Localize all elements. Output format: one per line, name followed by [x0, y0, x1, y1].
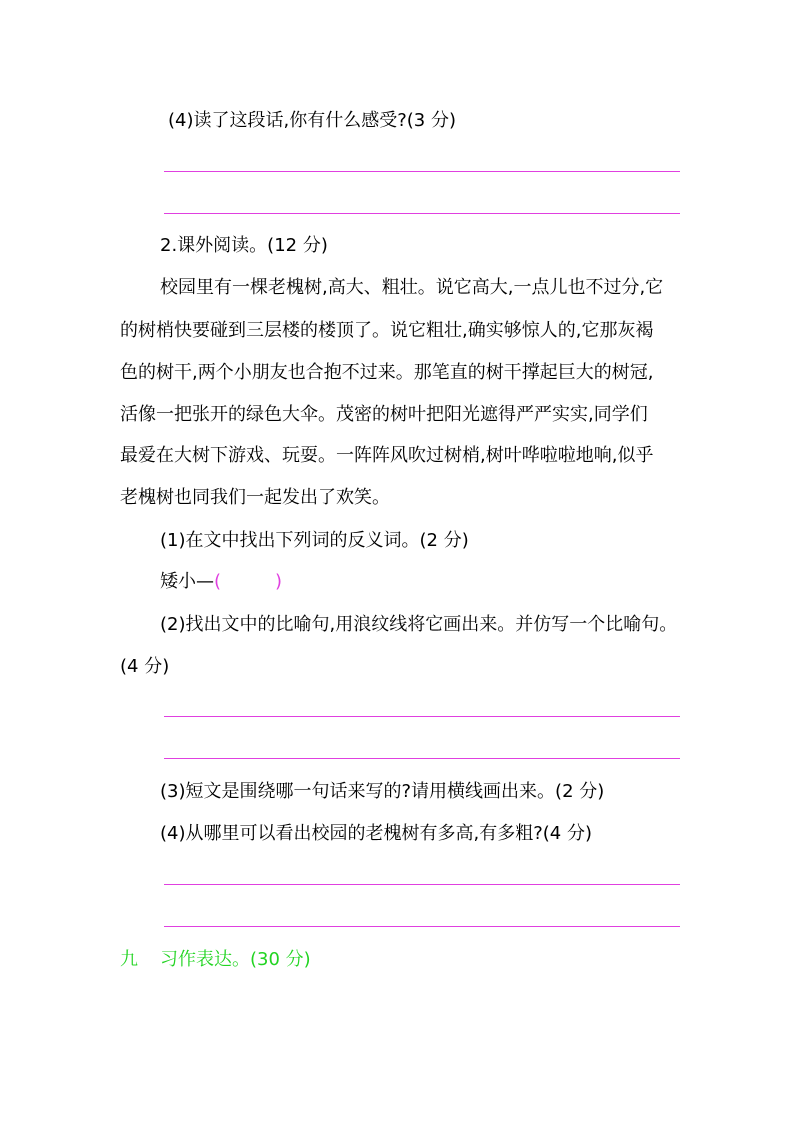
answer-line[interactable]	[164, 213, 680, 214]
answer-blank-open[interactable]: (	[214, 571, 222, 592]
question-4-tree-size: (4)从哪里可以看出校园的老槐树有多高,有多粗?(4 分)	[160, 823, 592, 844]
antonym-fill-item	[160, 569, 282, 595]
passage-line: 活像一把张开的绿色大伞。茂密的树叶把阳光遮得严严实实,同学们	[120, 404, 648, 425]
section-9-number: 九	[120, 949, 138, 970]
question-3-topic-sentence: (3)短文是围绕哪一句话来写的?请用横线画出来。(2 分)	[160, 781, 605, 802]
passage-line: 老槐树也同我们一起发出了欢笑。	[120, 487, 390, 508]
passage-line: 最爱在大树下游戏、玩耍。一阵阵风吹过树梢,树叶哗啦啦地响,似乎	[120, 445, 654, 466]
question-4-reading-response: (4)读了这段话,你有什么感受?(3 分)	[168, 110, 456, 131]
section-9-heading	[120, 947, 311, 973]
question-2-metaphor: (2)找出文中的比喻句,用浪纹线将它画出来。并仿写一个比喻句。	[160, 614, 678, 635]
answer-blank-close[interactable]: )	[275, 571, 283, 592]
section-2-title: 2.课外阅读。(12 分)	[160, 235, 328, 256]
answer-line[interactable]	[164, 171, 680, 172]
question-1-antonym: (1)在文中找出下列词的反义词。(2 分)	[160, 530, 469, 551]
question-2-points: (4 分)	[120, 656, 170, 677]
answer-line[interactable]	[164, 926, 680, 927]
passage-line: 的树梢快要碰到三层楼的楼顶了。说它粗壮,确实够惊人的,它那灰褐	[120, 320, 654, 341]
section-9-title: 习作表达。(30 分)	[160, 949, 311, 970]
passage-line: 色的树干,两个小朋友也合抱不过来。那笔直的树干撑起巨大的树冠,	[120, 362, 654, 383]
answer-line[interactable]	[164, 884, 680, 885]
passage-line: 校园里有一棵老槐树,高大、粗壮。说它高大,一点儿也不过分,它	[160, 277, 664, 298]
answer-line[interactable]	[164, 758, 680, 759]
antonym-word: 矮小—	[160, 571, 214, 592]
answer-line[interactable]	[164, 716, 680, 717]
